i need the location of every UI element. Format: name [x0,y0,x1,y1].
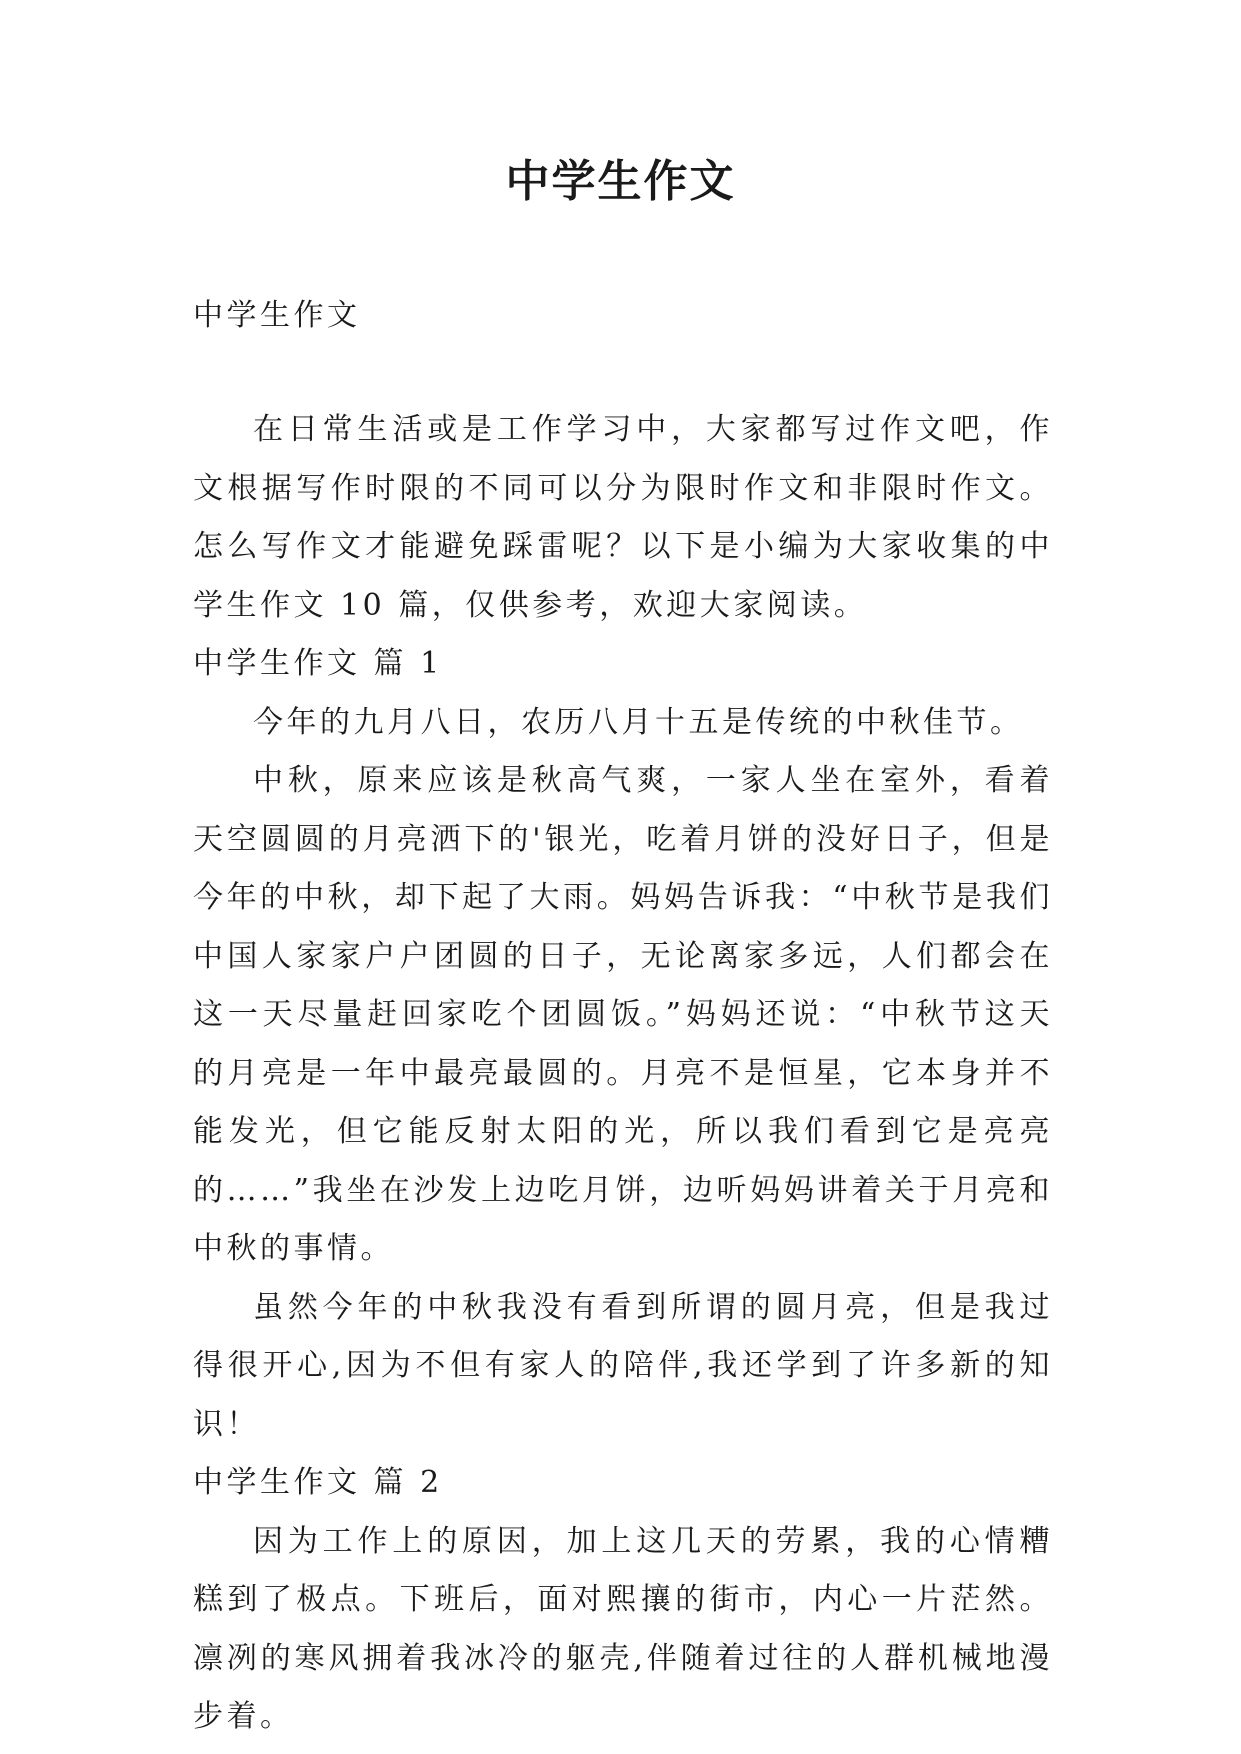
section-2-paragraph-1: 因为工作上的原因，加上这几天的劳累，我的心情糟糕到了极点。下班后，面对熙攘的街市，内心一片茫然。凛冽的寒风拥着我冰冷的躯壳,伴随着过往的人群机械地漫步着。 [193,1523,1053,1734]
section-1-paragraph-2: 中秋，原来应该是秋高气爽，一家人坐在室外，看着天空圆圆的月亮洒下的'银光，吃着月饼的没好日子，但是今年的中秋，却下起了大雨。妈妈告诉我：“中秋节是我们中国人家家户户团圆的日子，无论离家多远，人们都会在这一天尽量赶回家吃个团圆饭。”妈妈还说：“中秋节这天的月亮是一年中最亮最圆的。月亮不是恒星，它本身并不能发光，但它能反射太阳的光，所以我们看到它是亮亮的……”我坐在沙发上边吃月饼，边听妈妈讲着关于月亮和中秋的事情。 [193,763,1053,1266]
intro-paragraph: 在日常生活或是工作学习中，大家都写过作文吧，作文根据写作时限的不同可以分为限时作文和非限时作文。怎么写作文才能避免踩雷呢？以下是小编为大家收集的中学生作文 10 篇，仅供参考，欢迎大家阅读。 [193,412,1053,623]
section-1-paragraph-1: 今年的九月八日，农历八月十五是传统的中秋佳节。 [253,704,1024,740]
document-body [193,401,1053,1747]
document-subtitle: 中学生作文 [193,298,361,333]
section-heading-1: 中学生作文 篇 1 [193,646,443,681]
section-1-paragraph-3: 虽然今年的中秋我没有看到所谓的圆月亮，但是我过得很开心,因为不但有家人的陪伴,我还学到了许多新的知识！ [193,1289,1053,1442]
document-title: 中学生作文 [505,156,736,207]
section-heading-2: 中学生作文 篇 2 [193,1465,443,1500]
